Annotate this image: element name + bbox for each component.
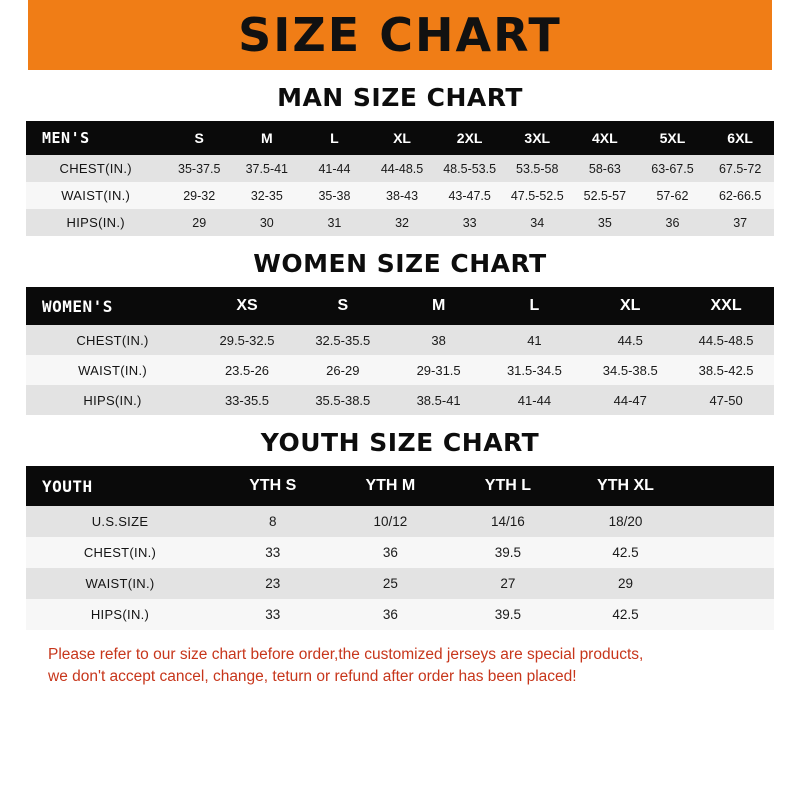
order-policy-line-2: we don't accept cancel, change, teturn or refund after order has been placed! — [48, 668, 577, 686]
women-chest-xs: 29.5-32.5 — [199, 325, 295, 355]
men-header-2xl: 2XL — [436, 121, 504, 155]
men-waist-4xl: 52.5-57 — [571, 182, 639, 209]
youth-hips-spacer — [684, 599, 774, 630]
youth-chest-spacer — [684, 537, 774, 568]
women-hips-xl: 44-47 — [582, 385, 678, 415]
youth-chest-xl: 42.5 — [567, 537, 685, 568]
men-waist-2xl: 43-47.5 — [436, 182, 504, 209]
banner-left-edge — [0, 0, 28, 70]
men-header-4xl: 4XL — [571, 121, 639, 155]
youth-header-label: YOUTH — [26, 466, 214, 506]
men-section — [26, 83, 774, 236]
table-row — [26, 506, 774, 537]
youth-hips-s: 33 — [214, 599, 332, 630]
men-header-s: S — [165, 121, 233, 155]
men-header-6xl: 6XL — [706, 121, 774, 155]
women-size-table — [26, 287, 774, 415]
men-waist-5xl: 57-62 — [639, 182, 707, 209]
page-title: SIZE CHART — [238, 8, 562, 62]
table-row — [26, 599, 774, 630]
youth-chest-s: 33 — [214, 537, 332, 568]
men-waist-s: 29-32 — [165, 182, 233, 209]
men-hips-5xl: 36 — [639, 209, 707, 236]
men-chest-6xl: 67.5-72 — [706, 155, 774, 182]
men-chest-5xl: 63-67.5 — [639, 155, 707, 182]
youth-waist-l: 27 — [449, 568, 567, 599]
men-header-m: M — [233, 121, 301, 155]
youth-waist-m: 25 — [332, 568, 450, 599]
women-row-label-waist: WAIST(IN.) — [26, 355, 199, 385]
men-chest-xl: 44-48.5 — [368, 155, 436, 182]
women-header-s: S — [295, 287, 391, 325]
youth-waist-s: 23 — [214, 568, 332, 599]
youth-hips-m: 36 — [332, 599, 450, 630]
men-header-label: MEN'S — [26, 121, 165, 155]
men-chest-2xl: 48.5-53.5 — [436, 155, 504, 182]
youth-size-table — [26, 466, 774, 630]
women-waist-s: 26-29 — [295, 355, 391, 385]
table-header-row — [26, 121, 774, 155]
women-chest-s: 32.5-35.5 — [295, 325, 391, 355]
women-section — [26, 249, 774, 415]
women-row-label-hips: HIPS(IN.) — [26, 385, 199, 415]
men-hips-3xl: 34 — [503, 209, 571, 236]
youth-row-label-ussize: U.S.SIZE — [26, 506, 214, 537]
women-hips-s: 35.5-38.5 — [295, 385, 391, 415]
women-header-l: L — [487, 287, 583, 325]
women-waist-l: 31.5-34.5 — [487, 355, 583, 385]
table-row — [26, 155, 774, 182]
men-chest-m: 37.5-41 — [233, 155, 301, 182]
women-chest-l: 41 — [487, 325, 583, 355]
table-row — [26, 182, 774, 209]
table-row — [26, 209, 774, 236]
men-chest-s: 35-37.5 — [165, 155, 233, 182]
women-waist-m: 29-31.5 — [391, 355, 487, 385]
youth-chest-l: 39.5 — [449, 537, 567, 568]
men-hips-l: 31 — [301, 209, 369, 236]
youth-hips-xl: 42.5 — [567, 599, 685, 630]
youth-ussize-m: 10/12 — [332, 506, 450, 537]
table-row — [26, 355, 774, 385]
men-hips-2xl: 33 — [436, 209, 504, 236]
banner-right-edge — [772, 0, 800, 70]
men-hips-6xl: 37 — [706, 209, 774, 236]
men-hips-s: 29 — [165, 209, 233, 236]
men-waist-xl: 38-43 — [368, 182, 436, 209]
men-hips-m: 30 — [233, 209, 301, 236]
youth-row-label-hips: HIPS(IN.) — [26, 599, 214, 630]
youth-ussize-spacer — [684, 506, 774, 537]
women-waist-xl: 34.5-38.5 — [582, 355, 678, 385]
youth-ussize-s: 8 — [214, 506, 332, 537]
women-hips-m: 38.5-41 — [391, 385, 487, 415]
youth-header-l: YTH L — [449, 466, 567, 506]
men-hips-xl: 32 — [368, 209, 436, 236]
men-chest-l: 41-44 — [301, 155, 369, 182]
women-hips-xxl: 47-50 — [678, 385, 774, 415]
men-header-l: L — [301, 121, 369, 155]
youth-row-label-waist: WAIST(IN.) — [26, 568, 214, 599]
table-row — [26, 537, 774, 568]
youth-header-s: YTH S — [214, 466, 332, 506]
men-section-title: MAN SIZE CHART — [277, 83, 523, 112]
youth-waist-xl: 29 — [567, 568, 685, 599]
men-waist-6xl: 62-66.5 — [706, 182, 774, 209]
men-chest-4xl: 58-63 — [571, 155, 639, 182]
men-header-5xl: 5XL — [639, 121, 707, 155]
chart-content — [0, 83, 800, 689]
table-header-row — [26, 287, 774, 325]
women-header-xxl: XXL — [678, 287, 774, 325]
youth-header-xl: YTH XL — [567, 466, 685, 506]
women-row-label-chest: CHEST(IN.) — [26, 325, 199, 355]
women-hips-l: 41-44 — [487, 385, 583, 415]
women-chest-xxl: 44.5-48.5 — [678, 325, 774, 355]
men-row-label-hips: HIPS(IN.) — [26, 209, 165, 236]
women-header-xl: XL — [582, 287, 678, 325]
men-header-3xl: 3XL — [503, 121, 571, 155]
women-header-label: WOMEN'S — [26, 287, 199, 325]
men-hips-4xl: 35 — [571, 209, 639, 236]
order-policy-note — [26, 644, 774, 689]
youth-header-spacer — [684, 466, 774, 506]
youth-chest-m: 36 — [332, 537, 450, 568]
women-hips-xs: 33-35.5 — [199, 385, 295, 415]
women-header-xs: XS — [199, 287, 295, 325]
youth-section — [26, 428, 774, 630]
youth-section-title: YOUTH SIZE CHART — [260, 428, 540, 457]
women-waist-xxl: 38.5-42.5 — [678, 355, 774, 385]
order-policy-line-1: Please refer to our size chart before order,the customized jerseys are special products, — [48, 646, 644, 663]
men-row-label-waist: WAIST(IN.) — [26, 182, 165, 209]
men-header-xl: XL — [368, 121, 436, 155]
youth-row-label-chest: CHEST(IN.) — [26, 537, 214, 568]
youth-waist-spacer — [684, 568, 774, 599]
men-waist-3xl: 47.5-52.5 — [503, 182, 571, 209]
youth-ussize-xl: 18/20 — [567, 506, 685, 537]
men-waist-l: 35-38 — [301, 182, 369, 209]
women-section-title: WOMEN SIZE CHART — [253, 249, 547, 278]
youth-ussize-l: 14/16 — [449, 506, 567, 537]
table-row — [26, 325, 774, 355]
table-row — [26, 568, 774, 599]
men-chest-3xl: 53.5-58 — [503, 155, 571, 182]
youth-header-m: YTH M — [332, 466, 450, 506]
men-size-table — [26, 121, 774, 236]
youth-hips-l: 39.5 — [449, 599, 567, 630]
women-chest-xl: 44.5 — [582, 325, 678, 355]
men-row-label-chest: CHEST(IN.) — [26, 155, 165, 182]
women-header-m: M — [391, 287, 487, 325]
header-banner — [0, 0, 800, 70]
women-chest-m: 38 — [391, 325, 487, 355]
table-row — [26, 385, 774, 415]
men-waist-m: 32-35 — [233, 182, 301, 209]
women-waist-xs: 23.5-26 — [199, 355, 295, 385]
table-header-row — [26, 466, 774, 506]
